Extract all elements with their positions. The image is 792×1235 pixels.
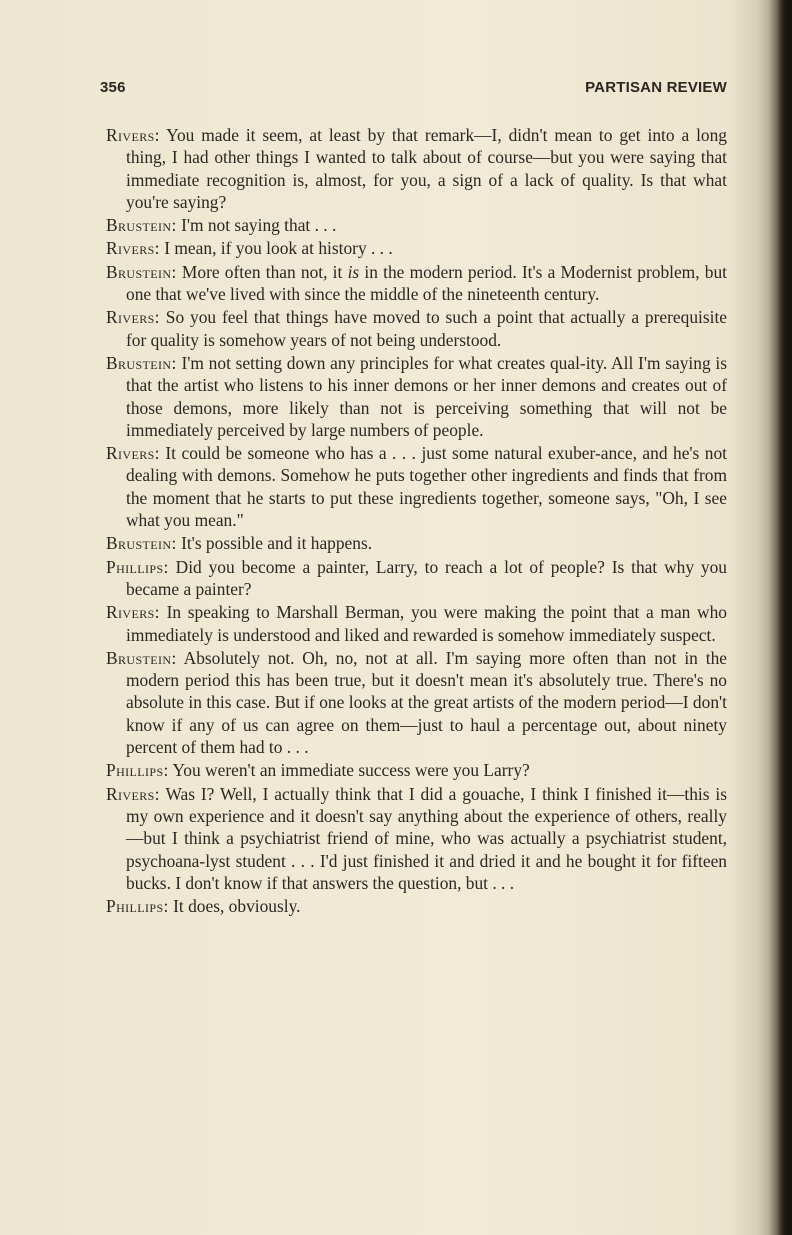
- speech-text: in the modern period. It's a Modernist problem, but one that we've lived with since the middle of the nineteenth century.: [126, 261, 727, 305]
- speech-text: I'm not saying that . . .: [181, 215, 337, 236]
- speech-text: It does, obviously.: [173, 896, 301, 917]
- speech: [106, 352, 727, 441]
- speaker-name: Brustein:: [106, 352, 177, 373]
- speech-text: You weren't an immediate success were you Larry?: [172, 760, 530, 781]
- speech: [106, 124, 727, 213]
- speech-text: Absolutely not. Oh, no, not at all. I'm saying more often than not in the modern period this has been true, but it doesn't mean it's absolutely true. There's no absolute in this case. But if one looks at the great artists of the modern period—I don't know if any of us can agree on them—just to haul a percentage out, about ninety percent of them had to . . .: [126, 647, 728, 758]
- speaker-name: Phillips:: [106, 556, 169, 577]
- speech: [106, 532, 727, 554]
- speech: [106, 306, 727, 351]
- speech: [106, 601, 727, 646]
- speech: [106, 442, 727, 531]
- speech: [106, 556, 727, 601]
- speech-text: I'm not setting down any principles for what creates qual-ity. All I'm saying is that the artist who listens to his inner demons or her inner demons and creates out of those demons, more likely than not is perceiving something that will not be immediately perceived by large numbers of people.: [126, 352, 727, 440]
- speech-text: I mean, if you look at history . . .: [164, 238, 393, 259]
- running-head: PARTISAN REVIEW: [585, 79, 727, 96]
- speaker-name: Rivers:: [106, 443, 160, 464]
- speaker-name: Rivers:: [106, 783, 160, 804]
- speech: [106, 759, 727, 781]
- speaker-name: Rivers:: [106, 125, 160, 145]
- speech-text: It's possible and it happens.: [181, 533, 373, 554]
- speech-text: Was I? Well, I actually think that I did a gouache, I think I finished it—this is my own experience and it doesn't say anything about the experience of others, really—but I think a psychiatrist friend of mine, who was actually a psychiatrist student, psychoana-lyst student . . . I'd just finished it and dried it and he bought it for fifteen bucks. I don't know if that answers the question, but . . .: [126, 783, 727, 893]
- speaker-name: Phillips:: [106, 760, 169, 781]
- speaker-name: Brustein:: [106, 647, 177, 668]
- speech: [106, 895, 727, 917]
- speaker-name: Phillips:: [106, 896, 169, 917]
- book-gutter-shadow: [758, 0, 792, 1235]
- speech: [106, 237, 727, 259]
- page-number: 356: [100, 79, 126, 96]
- speech: [106, 214, 727, 236]
- dialogue-text: [106, 124, 727, 918]
- speech: [106, 647, 727, 758]
- speech: [106, 783, 727, 894]
- speaker-name: Brustein:: [106, 215, 177, 236]
- speaker-name: Rivers:: [106, 238, 160, 259]
- speech-text: So you feel that things have moved to such a point that actually a prerequisite for quality is somehow years of not being understood.: [126, 307, 727, 350]
- speech-emphasis: is: [347, 261, 360, 282]
- speech-text: Did you become a painter, Larry, to reach a lot of people? Is that why you became a painter?: [126, 556, 727, 599]
- speaker-name: Rivers:: [106, 602, 160, 623]
- speaker-name: Rivers:: [106, 307, 160, 328]
- page-header: [100, 79, 727, 99]
- speech-text: In speaking to Marshall Berman, you were making the point that a man who immediately is understood and liked and rewarded is somehow immediately suspect.: [126, 602, 727, 645]
- speaker-name: Brustein:: [106, 533, 177, 554]
- speech-text: More often than not, it: [181, 261, 348, 282]
- speech: [106, 261, 727, 306]
- speaker-name: Brustein:: [106, 261, 177, 282]
- speech-text: You made it seem, at least by that remark—I, didn't mean to get into a long thing, I had other things I wanted to talk about of course—but you were saying that immediate recognition is, almost, for you, a sign of a lack of quality. Is that what you're saying?: [126, 125, 727, 212]
- speech-text: It could be someone who has a . . . just some natural exuber-ance, and he's not dealing with demons. Somehow he puts together other ingredients and finds that from the moment that he starts to put these ingredients together, someone says, "Oh, I see what you mean.": [126, 443, 728, 531]
